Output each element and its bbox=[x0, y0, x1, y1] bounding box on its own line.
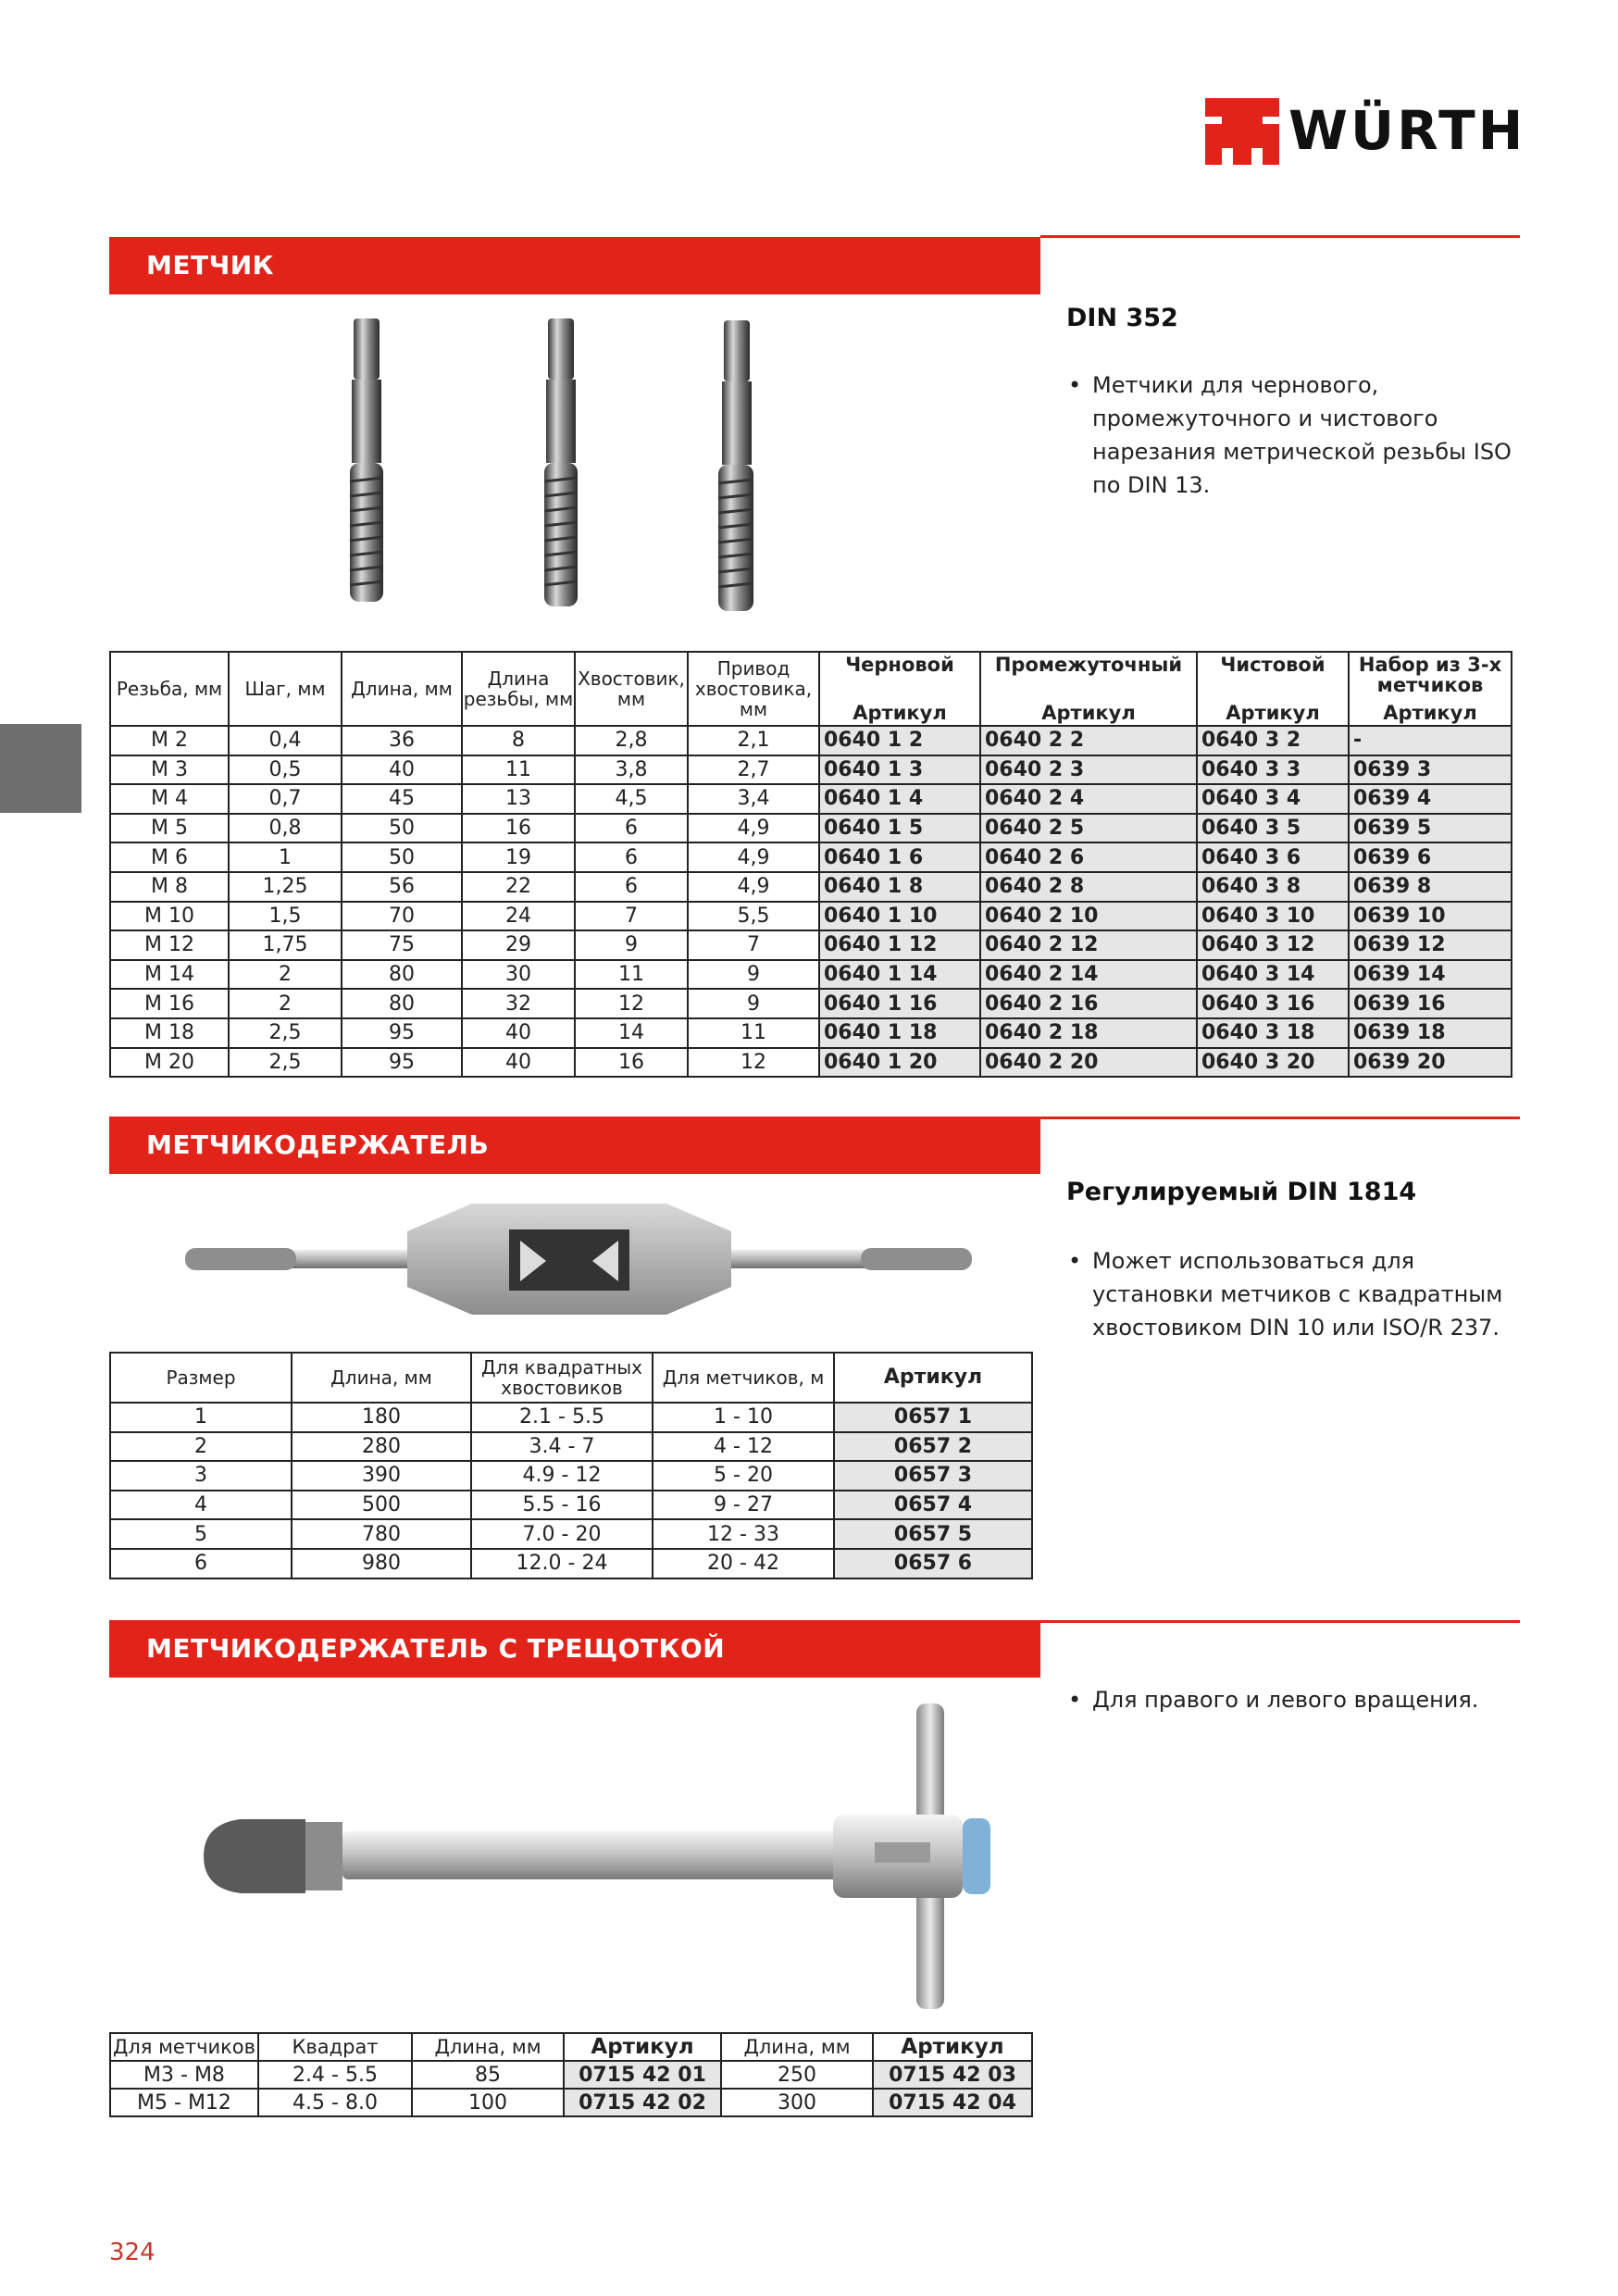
article-cell: 0640 3 20 bbox=[1197, 1048, 1349, 1078]
cell: 100 bbox=[412, 2089, 564, 2116]
cell: 40 bbox=[342, 755, 462, 785]
table-row bbox=[110, 872, 1512, 902]
cell: 6 bbox=[575, 842, 688, 872]
cell: 1,75 bbox=[229, 930, 342, 960]
table-row bbox=[110, 1048, 1512, 1078]
cell: 780 bbox=[292, 1519, 471, 1549]
cell: M 3 bbox=[110, 755, 229, 785]
ratchet-wrench-table bbox=[109, 2032, 1033, 2117]
cell: 5 - 20 bbox=[653, 1461, 834, 1491]
cell: 300 bbox=[721, 2089, 873, 2116]
wurth-logo bbox=[1203, 96, 1526, 167]
section3-bullet bbox=[1068, 1683, 1518, 1716]
cell: 7 bbox=[688, 930, 819, 960]
cell: 4,9 bbox=[688, 842, 819, 872]
cell: 70 bbox=[342, 902, 462, 931]
article-cell: 0640 2 14 bbox=[980, 960, 1197, 990]
cell: 7.0 - 20 bbox=[471, 1519, 653, 1549]
cell: M 2 bbox=[110, 726, 229, 755]
cell: M 18 bbox=[110, 1018, 229, 1048]
table-row bbox=[110, 1519, 1032, 1549]
table-row bbox=[110, 726, 1512, 755]
table-row bbox=[110, 989, 1512, 1018]
cell: 24 bbox=[462, 902, 575, 931]
cell: 11 bbox=[688, 1018, 819, 1048]
cell: M 8 bbox=[110, 872, 229, 902]
cell: 2,5 bbox=[229, 1018, 342, 1048]
cell: 0,4 bbox=[229, 726, 342, 755]
article-cell: 0640 1 20 bbox=[819, 1048, 980, 1078]
tap-wrench-table bbox=[109, 1352, 1033, 1579]
section1-bullet bbox=[1068, 368, 1518, 502]
article-cell: 0657 5 bbox=[834, 1519, 1032, 1549]
col-header-set bbox=[1349, 652, 1512, 726]
cell: 1 - 10 bbox=[653, 1403, 834, 1432]
cell: 50 bbox=[342, 842, 462, 872]
col-header: Размер bbox=[110, 1353, 292, 1403]
article-cell: 0640 1 4 bbox=[819, 784, 980, 814]
col-header: Артикул bbox=[834, 1353, 1032, 1403]
cell: 13 bbox=[462, 784, 575, 814]
col-header-label: Промежуточный bbox=[994, 654, 1183, 676]
col-header: Длина, мм bbox=[721, 2033, 873, 2061]
cell: 4,9 bbox=[688, 814, 819, 843]
side-index-tab bbox=[0, 724, 81, 813]
article-cell: 0640 1 10 bbox=[819, 902, 980, 931]
article-cell: 0640 3 14 bbox=[1197, 960, 1349, 990]
table-row bbox=[110, 930, 1512, 960]
cell: 50 bbox=[342, 814, 462, 843]
article-cell: 0715 42 04 bbox=[873, 2089, 1032, 2116]
article-cell: 0715 42 03 bbox=[873, 2061, 1032, 2089]
page-number: 324 bbox=[109, 2239, 156, 2266]
col-header: Для метчиков, м bbox=[653, 1353, 834, 1403]
table-row bbox=[110, 1432, 1032, 1462]
cell: 0,7 bbox=[229, 784, 342, 814]
cell: 3,8 bbox=[575, 755, 688, 785]
col-header: Резьба, мм bbox=[110, 652, 229, 726]
section-header-taps bbox=[109, 237, 1040, 294]
col-header: Длина, мм bbox=[292, 1353, 471, 1403]
cell: 9 - 27 bbox=[653, 1491, 834, 1520]
cell: 6 bbox=[575, 814, 688, 843]
article-cell: 0640 3 4 bbox=[1197, 784, 1349, 814]
cell: 85 bbox=[412, 2061, 564, 2089]
article-cell: 0640 1 6 bbox=[819, 842, 980, 872]
cell: 29 bbox=[462, 930, 575, 960]
cell: 4,5 bbox=[575, 784, 688, 814]
taps-table bbox=[109, 651, 1512, 1078]
section2-bullet bbox=[1068, 1244, 1518, 1344]
article-cell: 0640 2 20 bbox=[980, 1048, 1197, 1078]
cell: 2,7 bbox=[688, 755, 819, 785]
wurth-logo-mark bbox=[1203, 96, 1281, 167]
cell: 1,5 bbox=[229, 902, 342, 931]
cell: 36 bbox=[342, 726, 462, 755]
article-cell: 0640 3 5 bbox=[1197, 814, 1349, 843]
article-cell: 0639 14 bbox=[1349, 960, 1512, 990]
cell: 2 bbox=[110, 1432, 292, 1462]
table-row bbox=[110, 902, 1512, 931]
cell: 12 bbox=[688, 1048, 819, 1078]
col-header-label: Набор из 3-х метчиков bbox=[1358, 654, 1502, 696]
cell: M 16 bbox=[110, 989, 229, 1018]
cell: 95 bbox=[342, 1048, 462, 1078]
cell: 1 bbox=[110, 1403, 292, 1432]
cell: 9 bbox=[575, 930, 688, 960]
cell: 30 bbox=[462, 960, 575, 990]
article-cell: 0639 4 bbox=[1349, 784, 1512, 814]
article-cell: 0657 6 bbox=[834, 1549, 1032, 1578]
taps-product-image bbox=[315, 306, 815, 620]
cell: 6 bbox=[575, 872, 688, 902]
cell: 250 bbox=[721, 2061, 873, 2089]
article-cell: 0640 2 5 bbox=[980, 814, 1197, 843]
section-rule bbox=[1040, 1117, 1520, 1119]
cell: 4,9 bbox=[688, 872, 819, 902]
col-header-sub: Артикул bbox=[1383, 702, 1477, 724]
article-cell: 0640 1 5 bbox=[819, 814, 980, 843]
cell: 4 - 12 bbox=[653, 1432, 834, 1462]
article-cell: 0715 42 02 bbox=[564, 2089, 721, 2116]
ratchet-wrench-image bbox=[185, 1703, 1018, 2018]
article-cell: 0640 1 8 bbox=[819, 872, 980, 902]
tap-wrench-image bbox=[176, 1194, 981, 1333]
cell: M 14 bbox=[110, 960, 229, 990]
cell: 16 bbox=[575, 1048, 688, 1078]
cell: 20 - 42 bbox=[653, 1549, 834, 1578]
cell: 95 bbox=[342, 1018, 462, 1048]
article-cell: 0640 3 2 bbox=[1197, 726, 1349, 755]
article-cell: 0640 2 8 bbox=[980, 872, 1197, 902]
cell: 80 bbox=[342, 960, 462, 990]
article-cell: 0640 3 6 bbox=[1197, 842, 1349, 872]
cell: 2.1 - 5.5 bbox=[471, 1403, 653, 1432]
article-cell: 0640 3 8 bbox=[1197, 872, 1349, 902]
col-header: Привод хвостовика, мм bbox=[688, 652, 819, 726]
article-cell: 0640 2 6 bbox=[980, 842, 1197, 872]
section2-bullet-text: Может использоваться для установки метчиков с квадратным хвостовиком DIN 10 или ISO/R 237. bbox=[1092, 1248, 1503, 1341]
cell: 12 - 33 bbox=[653, 1519, 834, 1549]
col-header: Длина, мм bbox=[342, 652, 462, 726]
cell: M 6 bbox=[110, 842, 229, 872]
section-rule bbox=[1040, 1620, 1520, 1623]
section-rule bbox=[1040, 235, 1520, 238]
cell: 2 bbox=[229, 989, 342, 1018]
table-row bbox=[110, 1549, 1032, 1578]
cell: 11 bbox=[462, 755, 575, 785]
cell: 2,1 bbox=[688, 726, 819, 755]
article-cell: 0715 42 01 bbox=[564, 2061, 721, 2089]
cell: 2.4 - 5.5 bbox=[258, 2061, 412, 2089]
article-cell: 0639 3 bbox=[1349, 755, 1512, 785]
cell: 3.4 - 7 bbox=[471, 1432, 653, 1462]
cell: 4.9 - 12 bbox=[471, 1461, 653, 1491]
table-row bbox=[110, 2089, 1032, 2116]
col-header: Длина, мм bbox=[412, 2033, 564, 2061]
article-cell: 0640 2 18 bbox=[980, 1018, 1197, 1048]
table-row bbox=[110, 1018, 1512, 1048]
section-title: МЕТЧИК bbox=[146, 250, 275, 281]
cell: M3 - M8 bbox=[110, 2061, 258, 2089]
article-cell: 0639 12 bbox=[1349, 930, 1512, 960]
article-cell: 0640 1 12 bbox=[819, 930, 980, 960]
cell: 4 bbox=[110, 1491, 292, 1520]
section3-bullet-text: Для правого и левого вращения. bbox=[1092, 1687, 1479, 1713]
cell: 4.5 - 8.0 bbox=[258, 2089, 412, 2116]
cell: 6 bbox=[110, 1549, 292, 1578]
section-header-tap-wrench bbox=[109, 1117, 1040, 1174]
cell: 5 bbox=[110, 1519, 292, 1549]
article-cell: 0640 2 4 bbox=[980, 784, 1197, 814]
col-header: Квадрат bbox=[258, 2033, 412, 2061]
col-header: Шаг, мм bbox=[229, 652, 342, 726]
bullet-dot: • bbox=[1068, 1248, 1082, 1274]
col-header-sub: Артикул bbox=[853, 702, 947, 724]
article-cell: 0640 2 12 bbox=[980, 930, 1197, 960]
cell: 280 bbox=[292, 1432, 471, 1462]
cell: M5 - M12 bbox=[110, 2089, 258, 2116]
tap-2 bbox=[544, 318, 578, 606]
cell: 5.5 - 16 bbox=[471, 1491, 653, 1520]
cell: 11 bbox=[575, 960, 688, 990]
col-header-label: Чистовой bbox=[1220, 654, 1326, 676]
article-cell: 0640 2 2 bbox=[980, 726, 1197, 755]
col-header: Для метчиков bbox=[110, 2033, 258, 2061]
tap-1 bbox=[350, 318, 383, 602]
cell: M 5 bbox=[110, 814, 229, 843]
cell: 40 bbox=[462, 1018, 575, 1048]
cell: 2 bbox=[229, 960, 342, 990]
table-row bbox=[110, 784, 1512, 814]
col-header-finish bbox=[1197, 652, 1349, 726]
article-cell: 0657 4 bbox=[834, 1491, 1032, 1520]
taps-table-header bbox=[110, 652, 1512, 726]
article-cell: 0657 1 bbox=[834, 1403, 1032, 1432]
table-row bbox=[110, 2061, 1032, 2089]
section1-heading: DIN 352 bbox=[1066, 304, 1178, 332]
cell: M 4 bbox=[110, 784, 229, 814]
cell: 80 bbox=[342, 989, 462, 1018]
cell: 3,4 bbox=[688, 784, 819, 814]
cell: 12.0 - 24 bbox=[471, 1549, 653, 1578]
article-cell: 0657 3 bbox=[834, 1461, 1032, 1491]
col-header: Длина резьбы, мм bbox=[462, 652, 575, 726]
article-cell: 0640 1 18 bbox=[819, 1018, 980, 1048]
tap-3 bbox=[718, 320, 753, 611]
ratchet-table-header bbox=[110, 2033, 1032, 2061]
article-cell: 0640 3 16 bbox=[1197, 989, 1349, 1018]
section2-heading: Регулируемый DIN 1814 bbox=[1066, 1178, 1417, 1206]
col-header: Для квадратных хвостовиков bbox=[471, 1353, 653, 1403]
article-cell: - bbox=[1349, 726, 1512, 755]
cell: 1 bbox=[229, 842, 342, 872]
col-header-sub: Артикул bbox=[1226, 702, 1320, 724]
cell: 45 bbox=[342, 784, 462, 814]
cell: 0,5 bbox=[229, 755, 342, 785]
article-cell: 0657 2 bbox=[834, 1432, 1032, 1462]
tap-wrench-table-header bbox=[110, 1353, 1032, 1403]
cell: 2,5 bbox=[229, 1048, 342, 1078]
table-row bbox=[110, 842, 1512, 872]
bullet-dot: • bbox=[1068, 1687, 1082, 1713]
article-cell: 0640 1 16 bbox=[819, 989, 980, 1018]
col-header: Хвостовик, мм bbox=[575, 652, 688, 726]
table-row bbox=[110, 960, 1512, 990]
article-cell: 0640 1 2 bbox=[819, 726, 980, 755]
article-cell: 0640 1 14 bbox=[819, 960, 980, 990]
cell: 40 bbox=[462, 1048, 575, 1078]
article-cell: 0639 8 bbox=[1349, 872, 1512, 902]
cell: 9 bbox=[688, 960, 819, 990]
cell: M 12 bbox=[110, 930, 229, 960]
section1-bullet-text: Метчики для чернового, промежуточного и чистового нарезания метрической резьбы ISO по DIN 13. bbox=[1092, 372, 1512, 498]
section-title: МЕТЧИКОДЕРЖАТЕЛЬ bbox=[146, 1129, 490, 1160]
bullet-dot: • bbox=[1068, 372, 1082, 398]
col-header-sub: Артикул bbox=[1041, 702, 1136, 724]
article-cell: 0640 3 3 bbox=[1197, 755, 1349, 785]
cell: 9 bbox=[688, 989, 819, 1018]
article-cell: 0640 1 3 bbox=[819, 755, 980, 785]
table-row bbox=[110, 1403, 1032, 1432]
section-title: МЕТЧИКОДЕРЖАТЕЛЬ С ТРЕЩОТКОЙ bbox=[146, 1633, 726, 1664]
article-cell: 0640 3 18 bbox=[1197, 1018, 1349, 1048]
article-cell: 0640 2 16 bbox=[980, 989, 1197, 1018]
cell: M 20 bbox=[110, 1048, 229, 1078]
col-header-rough bbox=[819, 652, 980, 726]
table-row bbox=[110, 814, 1512, 843]
cell: 980 bbox=[292, 1549, 471, 1578]
cell: 19 bbox=[462, 842, 575, 872]
cell: 500 bbox=[292, 1491, 471, 1520]
cell: 14 bbox=[575, 1018, 688, 1048]
table-row bbox=[110, 755, 1512, 785]
article-cell: 0639 16 bbox=[1349, 989, 1512, 1018]
col-header: Артикул bbox=[564, 2033, 721, 2061]
article-cell: 0639 20 bbox=[1349, 1048, 1512, 1078]
article-cell: 0639 10 bbox=[1349, 902, 1512, 931]
cell: 75 bbox=[342, 930, 462, 960]
article-cell: 0640 3 12 bbox=[1197, 930, 1349, 960]
cell: 0,8 bbox=[229, 814, 342, 843]
cell: 1,25 bbox=[229, 872, 342, 902]
col-header-intermediate bbox=[980, 652, 1197, 726]
article-cell: 0640 2 10 bbox=[980, 902, 1197, 931]
table-row bbox=[110, 1461, 1032, 1491]
table-row bbox=[110, 1491, 1032, 1520]
cell: 22 bbox=[462, 872, 575, 902]
section-header-ratchet-wrench bbox=[109, 1620, 1040, 1678]
cell: 390 bbox=[292, 1461, 471, 1491]
cell: 56 bbox=[342, 872, 462, 902]
article-cell: 0639 5 bbox=[1349, 814, 1512, 843]
article-cell: 0640 2 3 bbox=[980, 755, 1197, 785]
cell: 2,8 bbox=[575, 726, 688, 755]
col-header-label: Черновой bbox=[845, 654, 954, 676]
wurth-logo-text: WÜRTH bbox=[1288, 99, 1526, 162]
cell: 16 bbox=[462, 814, 575, 843]
cell: 180 bbox=[292, 1403, 471, 1432]
article-cell: 0640 3 10 bbox=[1197, 902, 1349, 931]
article-cell: 0639 6 bbox=[1349, 842, 1512, 872]
cell: 12 bbox=[575, 989, 688, 1018]
cell: 8 bbox=[462, 726, 575, 755]
article-cell: 0639 18 bbox=[1349, 1018, 1512, 1048]
cell: 3 bbox=[110, 1461, 292, 1491]
cell: 5,5 bbox=[688, 902, 819, 931]
col-header: Артикул bbox=[873, 2033, 1032, 2061]
cell: 7 bbox=[575, 902, 688, 931]
cell: M 10 bbox=[110, 902, 229, 931]
cell: 32 bbox=[462, 989, 575, 1018]
